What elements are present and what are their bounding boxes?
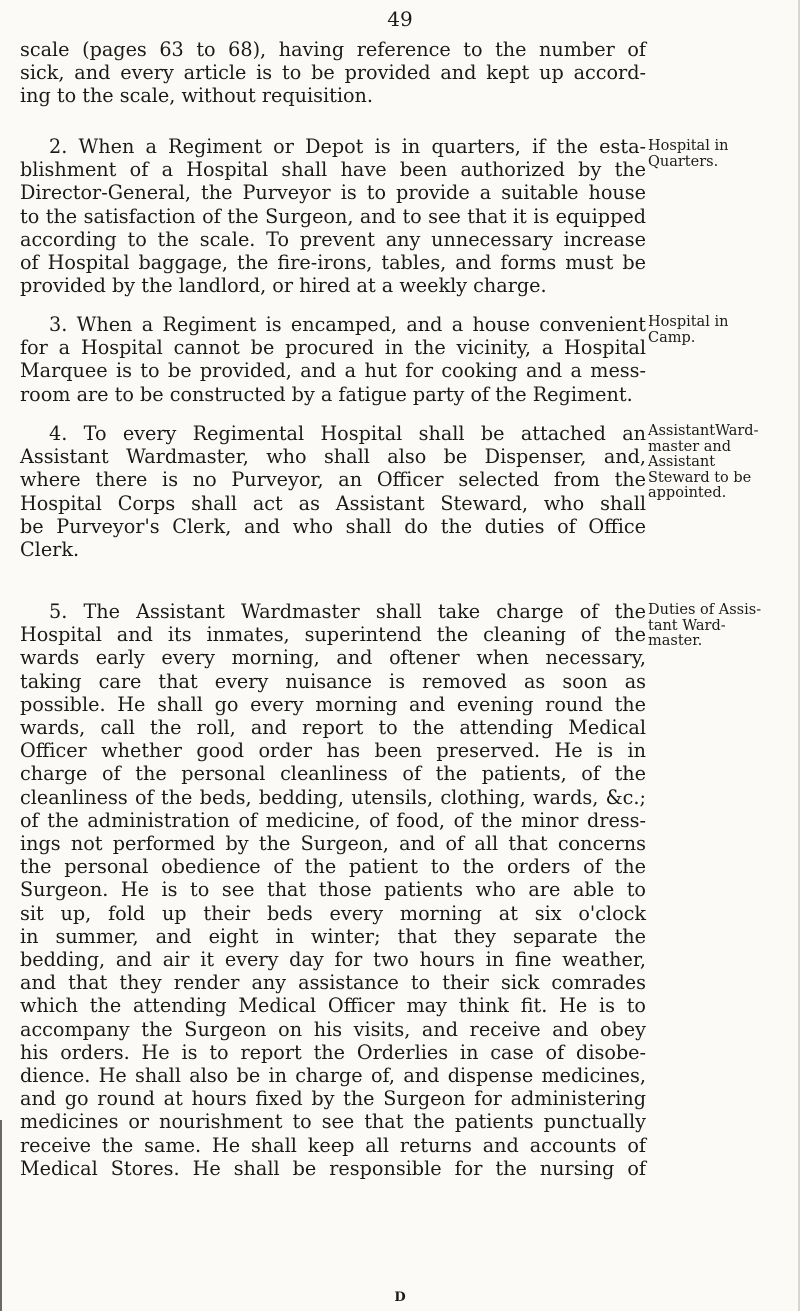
text-line: for a Hospital cannot be procured in the vicinity, a Hospital xyxy=(20,336,646,360)
margin-note-line: Hospital in xyxy=(648,138,729,154)
section-3-paragraph xyxy=(20,313,646,406)
text-line: scale (pages 63 to 68), having reference to the number of xyxy=(20,38,646,61)
section-2-paragraph xyxy=(20,135,646,297)
text-line: taking care that every nuisance is removed as soon as xyxy=(20,669,646,693)
text-line: blishment of a Hospital shall have been authorized by the xyxy=(20,158,646,182)
text-line: Hospital and its inmates, superintend the cleaning of the xyxy=(20,623,646,647)
text-line: wards early every morning, and oftener when necessary, xyxy=(20,646,646,670)
text-line: Assistant Wardmaster, who shall also be Dispenser, and, xyxy=(20,445,646,469)
text-line: be Purveyor's Clerk, and who shall do the duties of Office xyxy=(20,514,646,538)
text-line: ing to the scale, without requisition. xyxy=(20,84,373,108)
page-number: 49 xyxy=(387,7,413,31)
text-line: 3. When a Regiment is encamped, and a house convenient xyxy=(49,313,646,336)
text-line: Hospital Corps shall act as Assistant Steward, who shall xyxy=(20,491,646,515)
text-line: cleanliness of the beds, bedding, utensils, clothing, wards, &c.; xyxy=(20,785,646,809)
text-line: accompany the Surgeon on his visits, and receive and obey xyxy=(20,1017,646,1041)
section-5-margin-note xyxy=(648,603,798,650)
text-line: Officer whether good order has been preserved. He is in xyxy=(20,739,646,763)
text-line: room are to be constructed by a fatigue party of the Regiment. xyxy=(20,382,633,406)
text-line: which the attending Medical Officer may think fit. He is to xyxy=(20,994,646,1018)
text-line: ings not performed by the Surgeon, and of all that concerns xyxy=(20,832,646,856)
text-line: wards, call the roll, and report to the attending Medical xyxy=(20,716,646,740)
text-line: of the administration of medicine, of food, of the minor dress- xyxy=(20,808,646,832)
section-5-paragraph xyxy=(20,600,646,1180)
text-line: 2. When a Regiment or Depot is in quarters, if the esta- xyxy=(49,135,646,158)
text-line: Clerk. xyxy=(20,538,80,562)
margin-note-line: Hospital in xyxy=(648,314,729,330)
text-line: the personal obedience of the patient to the orders of the xyxy=(20,855,646,879)
margin-note-line: appointed. xyxy=(648,485,727,501)
text-line: in summer, and eight in winter; that they separate the xyxy=(20,924,646,948)
section-4-paragraph xyxy=(20,422,646,561)
text-line: 4. To every Regimental Hospital shall be attached an xyxy=(49,422,646,445)
text-line: provided by the landlord, or hired at a weekly charge. xyxy=(20,274,547,298)
text-line: sit up, fold up their beds every morning at six o'clock xyxy=(20,901,646,925)
binding-edge xyxy=(0,1120,2,1311)
text-line: Marquee is to be provided, and a hut for cooking and a mess- xyxy=(20,359,646,383)
intro-paragraph xyxy=(20,38,646,108)
text-line: Surgeon. He is to see that those patients who are able to xyxy=(20,878,646,902)
text-line: and that they render any assistance to their sick comrades xyxy=(20,971,646,995)
margin-note-line: master. xyxy=(648,633,703,649)
margin-note-line: Assistant xyxy=(648,454,716,470)
signature-mark: D xyxy=(394,1290,406,1305)
text-line: sick, and every article is to be provided and kept up accord- xyxy=(20,61,646,85)
text-line: and go round at hours fixed by the Surgeon for administering xyxy=(20,1087,646,1111)
text-line: charge of the personal cleanliness of the patients, of the xyxy=(20,762,646,786)
text-line: bedding, and air it every day for two hours in fine weather, xyxy=(20,948,646,972)
margin-note-line: Steward to be xyxy=(648,469,752,486)
text-line: his orders. He is to report the Orderlies in case of disobe- xyxy=(20,1040,646,1064)
margin-note-line: Duties of Assis- xyxy=(648,602,762,618)
text-line: Director-General, the Purveyor is to provide a suitable house xyxy=(20,181,646,205)
text-line: 5. The Assistant Wardmaster shall take charge of the xyxy=(49,600,646,623)
text-line: dience. He shall also be in charge of, and dispense medicines, xyxy=(20,1064,646,1088)
text-line: where there is no Purveyor, an Officer selected from the xyxy=(20,468,646,492)
section-2-margin-note xyxy=(648,139,798,170)
text-line: receive the same. He shall keep all returns and accounts of xyxy=(20,1133,646,1157)
section-4-margin-note xyxy=(648,424,798,502)
section-3-margin-note xyxy=(648,315,798,346)
margin-note-line: Camp. xyxy=(648,329,696,346)
text-line: to the satisfaction of the Surgeon, and to see that it is equipped xyxy=(20,204,646,228)
margin-note-line: tant Ward- xyxy=(648,617,726,634)
text-line: possible. He shall go every morning and evening round the xyxy=(20,692,646,716)
text-line: Medical Stores. He shall be responsible for the nursing of xyxy=(20,1156,646,1180)
text-line: medicines or nourishment to see that the patients punctually xyxy=(20,1110,646,1134)
text-line: according to the scale. To prevent any unnecessary increase xyxy=(20,227,646,251)
margin-note-line: master and xyxy=(648,438,732,455)
margin-note-line: Quarters. xyxy=(648,153,719,170)
text-line: of Hospital baggage, the fire-irons, tables, and forms must be xyxy=(20,251,646,275)
margin-note-line: AssistantWard- xyxy=(648,423,759,439)
